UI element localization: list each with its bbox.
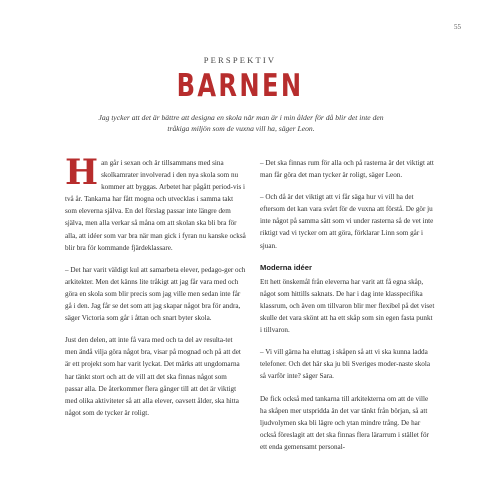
body-paragraph: Ett hett önskemål från eleverna har varit att få egna skåp, något som hittills saknats. De har i dag inte klasspecifika klassrum, och även om tillvaron blir mer flexibel på det viset skulle det vara skönt att ha ett skåp som sin egen fasta punkt i tillvaron.: [260, 277, 435, 335]
body-paragraph: [65, 152, 246, 254]
section-label: PERSPEKTIV: [203, 55, 277, 65]
body-text: an går i sexan och är tillsammans med sina skolkamrater involverad i den nya skola som nu kommer att byggas. Arbetet har pågått period-vis i två år. Tankarna har fått mogna och utvecklas i samma takt som eleverna själva. En del förslag passar inte längre dem själva, men alla verkar så måna om att skolan ska bli bra för alla, att idéer som var bra när man gick i fyran nu kanske också blir bra för kommande fjärdeklassare.: [65, 159, 246, 252]
body-paragraph: Just den delen, att inte få vara med och ta del av resulta-tet men ändå vilja göra något bra, visar på mognad och på att det är ett projekt som har varit lyckat. Det märks att ungdomarna har tänkt stort och att de vill att det ska finnas något som passar alla. De återkommer flera gånger till att det är viktigt med olika aktiviteter så att alla elever, oavsett ålder, ska hitta något som de tycker är roligt.: [65, 336, 241, 417]
left-column: [65, 152, 246, 429]
body-paragraph: – Det har varit väldigt kul att samarbeta elever, pedago-ger och arkitekter. Men det känns lite tråkigt att jag får vara med och göra en skola som blir precis som jag ville men sedan inte får gå i den. Jag får se det som att jag skapar något bra för andra, säger Victoria som går i åttan och snart byter skola.: [65, 265, 246, 323]
body-paragraph: – Och då är det viktigt att vi får säga hur vi vill ha det eftersom det kan vara svårt för de vuxna att förstå. De gör ju inte något på samma sätt som vi under rasterna så de vet inte riktigt vad vi tycker om att göra, förklarar Linn som går i sjuan.: [260, 193, 434, 250]
drop-cap: H: [65, 152, 99, 193]
headline: BARNEN: [176, 68, 304, 104]
body-paragraph: De fick också med tankarna till arkitekterna om att de ville ha skåpen mer utspridda än det var tänkt från början, så att ljudvolymen ska bli lägre och ytan mindre trång. De har också föreslagit att det ska finnas flera lärarrum i stället för ett enda gemensamt personal-: [260, 394, 429, 451]
lead-paragraph: Jag tycker att det är bättre att designa en skola när man är i min ålder för då blir det inte den tråkiga miljön som de vuxna vill ha, säger Leon.: [98, 113, 384, 133]
body-paragraph: – Vi vill gärna ha eluttag i skåpen så att vi ska kunna ladda telefoner. Och det här ska ju bli Sveriges moder-naste skola så varför inte? säger Sara.: [260, 348, 430, 381]
subheading: Moderna idéer: [260, 262, 312, 272]
right-column: [260, 157, 436, 463]
page-number: 55: [454, 23, 461, 31]
body-paragraph: – Det ska finnas rum för alla och på rasterna är det viktigt att man får göra det man tycker är roligt, säger Leon.: [260, 159, 434, 180]
